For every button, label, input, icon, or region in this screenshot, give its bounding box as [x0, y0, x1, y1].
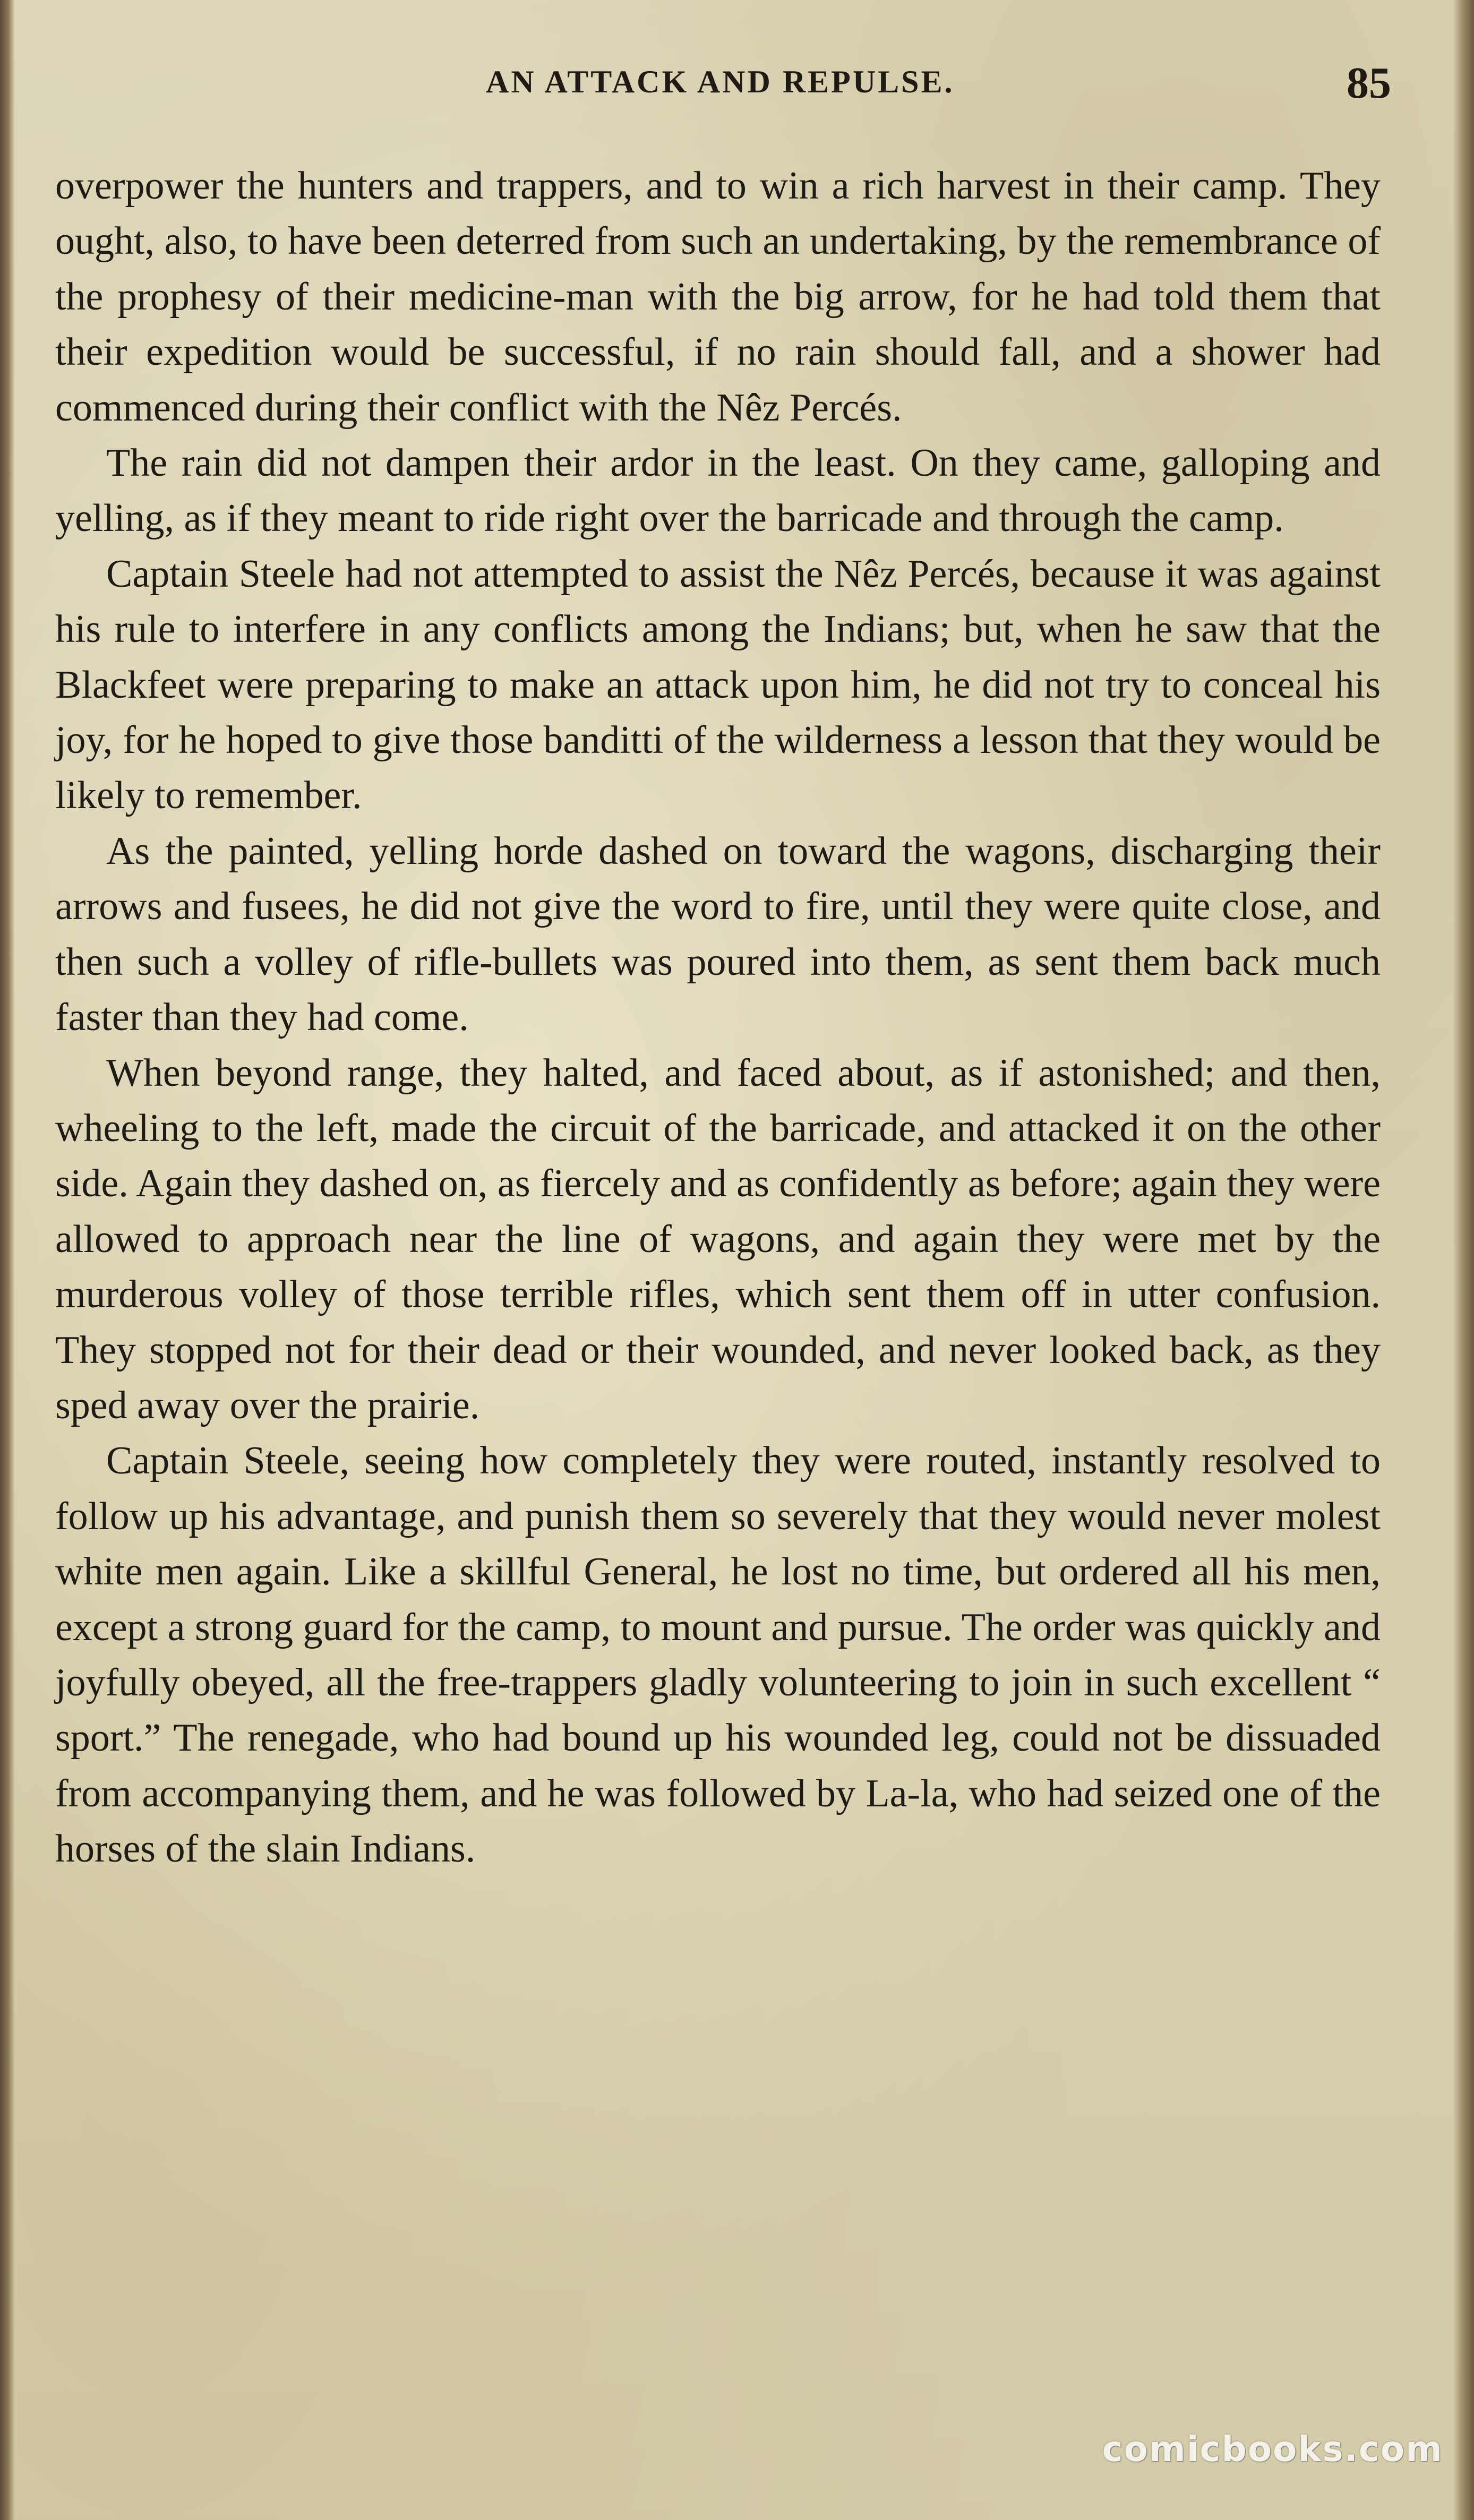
page-edge-left	[0, 0, 15, 2520]
page-header	[48, 57, 1391, 116]
paragraph: When beyond range, they halted, and faced about, as if astonished; and then, wheeling to the left, made the circuit of the barricade, and attacked it on the other side. Again they dashed on, as fiercely and as confidently as before; again they were allowed to approach near the line of wagons, and again they were met by the murderous volley of those terrible rifles, which sent them off in utter confusion. They stopped not for their dead or their wounded, and never looked back, as they sped away over the prairie.	[55, 1051, 1381, 1427]
paragraph: Captain Steele had not attempted to assist the Nêz Percés, because it was against his rule to interfere in any conflicts among the Indians; but, when he saw that the Blackfeet were preparing to make an attack upon him, he did not try to conceal his joy, for he hoped to give those banditti of the wilderness a lesson that they would be likely to remember.	[55, 552, 1381, 818]
watermark: comicbooks.com	[1102, 2429, 1443, 2470]
paragraph: The rain did not dampen their ardor in the least. On they came, galloping and yelling, as if they meant to ride right over the barricade and through the camp.	[55, 441, 1381, 541]
paragraph: overpower the hunters and trappers, and to win a rich harvest in their camp. They ought, also, to have been deterred from such an undertaking, by the remembrance of the prophesy of their medicine-man with the big arrow, for he had told them that their expedition would be successful, if no rain should fall, and a shower had commenced during their conflict with the Nêz Percés.	[55, 164, 1381, 430]
paragraph: Captain Steele, seeing how completely they were routed, instantly resolved to follow up his advantage, and punish them so severely that they would never molest white men again. Like a skillful General, he lost no time, but ordered all his men, except a strong guard for the camp, to mount and pursue. The order was quickly and joyfully obeyed, all the free-trappers gladly volunteering to join in such excellent “ sport.” The renegade, who had bound up his wounded leg, could not be dissuaded from accompanying them, and he was followed by La-la, who had seized one of the horses of the slain Indians.	[55, 1439, 1381, 1871]
page-number: 85	[1347, 58, 1391, 108]
paragraph: As the painted, yelling horde dashed on toward the wagons, discharging their arrows and fusees, he did not give the word to fire, until they were quite close, and then such a volley of rifle-bullets was poured into them, as sent them back much faster than they had come.	[55, 829, 1381, 1040]
page-edge-right	[1453, 0, 1474, 2520]
running-title: AN ATTACK AND REPULSE.	[486, 64, 955, 99]
body-text	[55, 158, 1381, 1877]
